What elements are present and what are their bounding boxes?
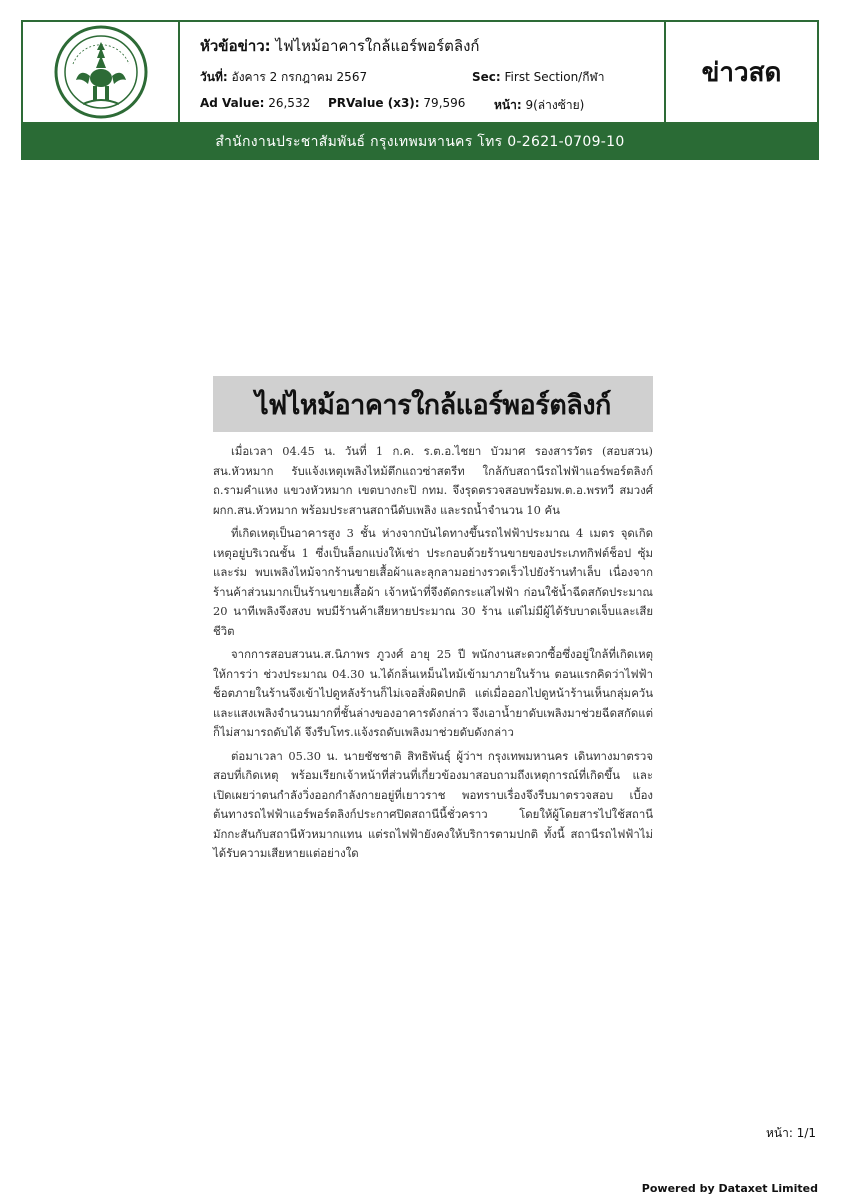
article-paragraph: เมื่อเวลา 04.45 น. วันที่ 1 ก.ค. ร.ต.อ.ไชยา บัวมาศ รองสารวัตร (สอบสวน) สน.หัวหมาก รับแจ้งเหตุเพลิงไหม้ตึกแถวซ่าสตรีท ใกล้กับสถานีรถไฟฟ้าแอร์พอร์ตลิงก์ ถ.รามคำแหง แขวงหัวหมาก เขตบางกะปิ กทม. จึงรุดตรวจสอบพร้อมพ.ต.อ.พรทวี สมวงศ์ ผกก.สน.หัวหมาก พร้อมประสานสถานีดับเพลิง และรถน้ำจำนวน 10 คัน [213, 444, 653, 517]
article-body [213, 442, 653, 868]
headline-row [200, 34, 480, 58]
powered-by: Powered by Dataxet Limited [641, 1182, 818, 1195]
contact-banner [21, 124, 819, 160]
pr-value-label: PRValue (x3): [328, 96, 420, 110]
publication-name: ข่าวสด [701, 57, 782, 88]
info-cell [180, 22, 664, 122]
logo-cell [23, 22, 180, 122]
article-headline: ไฟไหม้อาคารใกล้แอร์พอร์ตลิงก์ [255, 389, 611, 421]
ad-value-label: Ad Value: [200, 96, 265, 110]
contact-banner-text: สำนักงานประชาสัมพันธ์ กรุงเทพมหานคร โทร 0-2621-0709-10 [215, 134, 625, 150]
pr-value-field [328, 96, 465, 110]
pr-value: 79,596 [423, 96, 466, 110]
date-sec-row [200, 68, 640, 87]
article-paragraph: ที่เกิดเหตุเป็นอาคารสูง 3 ชั้น ห่างจากบันไดทางขึ้นรถไฟฟ้าประมาณ 4 เมตร จุดเกิดเหตุอยู่บริเวณชั้น 1 ซึ่งเป็นล็อกแบ่งให้เช่า ประกอบด้วยร้านขายของประเภทกิฟต์ช็อป ซุ้ม และร่ม พบเพลิงไหม้จากร้านขายเสื้อผ้าและลุกลามอย่างรวดเร็วไปยังร้านทำเล็บ เนื่องจากร้านค้าส่วนมากเป็นร้านขายเสื้อผ้า เจ้าหน้าที่จึงตัดกระแสไฟฟ้า ก่อนใช้น้ำฉีดสกัดประมาณ 20 นาทีเพลิงจึงสงบ พบมีร้านค้าเสียหายประมาณ 30 ร้าน แต่ไม่มีผู้ได้รับบาดเจ็บและเสียชีวิต [213, 526, 653, 638]
page-field [494, 96, 584, 115]
section-label: Sec: [472, 70, 501, 84]
values-row [200, 96, 640, 110]
article-paragraph: จากการสอบสวนน.ส.นิภาพร ภูวงศ์ อายุ 25 ปี พนักงานสะดวกซื้อซึ่งอยู่ใกล้ที่เกิดเหตุให้การว่า ช่วงประมาณ 04.30 น.ได้กลิ่นเหม็นไหม้เข้ามาภายในร้าน ตอนแรกคิดว่าไฟฟ้าช็อตภายในร้านจึงเข้าไปดูหลังร้านก็ไม่เจอสิ่งผิดปกติ แต่เมื่อออกไปดูหน้าร้านเห็นกลุ่มควันและแสงเพลิงจำนวนมากที่ชั้นล่างของอาคารดังกล่าว จึงเอาน้ำยาดับเพลิงมาช่วยฉีดสกัดแต่ก็ไม่สามารถดับได้ จึงรีบโทร.แจ้งรถดับเพลิงมาช่วยดับดังกล่าว [213, 647, 653, 739]
section-value: First Section/กีฬา [504, 70, 605, 84]
article-headline-box [213, 376, 653, 432]
section-field [472, 68, 604, 87]
date-value: อังคาร 2 กรกฎาคม 2567 [231, 70, 368, 84]
article-paragraph: ต่อมาเวลา 05.30 น. นายชัชชาติ สิทธิพันธุ์ ผู้ว่าฯ กรุงเทพมหานคร เดินทางมาตรวจสอบที่เกิดเหตุ พร้อมเรียกเจ้าหน้าที่ส่วนที่เกี่ยวข้องมาสอบถามถึงเหตุการณ์ที่เกิดขึ้น และเปิดเผยว่าตนกำลังวิ่งออกกำลังกายอยู่ที่เยาวราช พอทราบเรื่องจึงรีบมาตรวจสอบ เบื้องต้นทางรถไฟฟ้าแอร์พอร์ตลิงก์ประกาศปิดสถานีนี้ชั่วคราว โดยให้ผู้โดยสารไปใช้สถานีมักกะสันกับสถานีหัวหมากแทน แต่รถไฟฟ้ายังคงให้บริการตามปกติ ทั้งนี้ สถานีรถไฟฟ้าไม่ได้รับความเสียหายแต่อย่างใด [213, 748, 653, 860]
page-count: หน้า: 1/1 [765, 1126, 816, 1140]
bangkok-emblem-icon [53, 24, 149, 120]
page-label: หน้า: [494, 98, 522, 112]
date-label: วันที่: [200, 70, 228, 84]
clipping-header [21, 20, 819, 124]
ad-value: 26,532 [268, 96, 311, 110]
publication-cell [664, 22, 817, 122]
page-value: 9(ล่างซ้าย) [525, 98, 585, 112]
headline-label: หัวข้อข่าว: [200, 37, 271, 55]
headline-value: ไฟไหม้อาคารใกล้แอร์พอร์ตลิงก์ [275, 37, 480, 55]
